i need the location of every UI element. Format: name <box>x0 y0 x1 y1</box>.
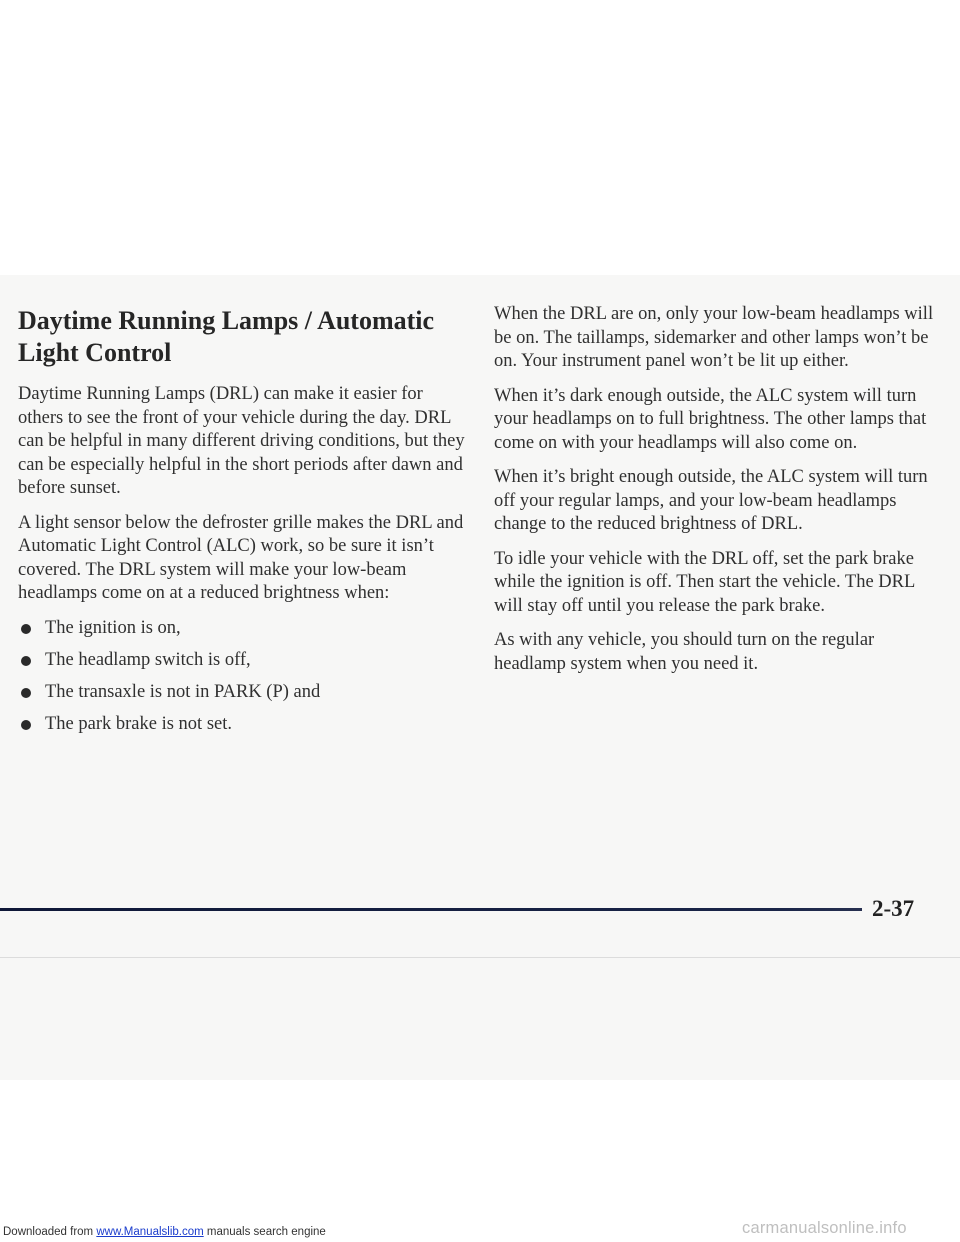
conditions-list <box>18 617 466 737</box>
manualslib-link[interactable]: www.Manualslib.com <box>96 1226 204 1238</box>
section-title <box>18 305 466 369</box>
right-column <box>494 303 942 687</box>
drl-intro-paragraph: Daytime Running Lamps (DRL) can make it easier for others to see the front of your vehicle during the day. DRL can be helpful in many different driving conditions, but they can be especially helpful in the short periods after dawn and before sunset. <box>18 384 465 498</box>
idle-vehicle-paragraph: To idle your vehicle with the DRL off, set the park brake while the ignition is off. Then start the vehicle. The DRL will stay off until you release the park brake. <box>494 548 915 616</box>
dark-outside-paragraph: When it’s dark enough outside, the ALC system will turn your headlamps on to full brightness. The other lamps that come on with your headlamps will also come on. <box>494 385 927 453</box>
footer-rule <box>0 908 862 911</box>
bullet-dot-icon <box>21 624 31 634</box>
top-blank-area <box>0 0 960 275</box>
headlamp-advice-paragraph: As with any vehicle, you should turn on the regular headlamp system when you need it. <box>494 630 875 674</box>
banner-suffix: manuals search engine <box>203 1226 326 1238</box>
list-item: The ignition is on, <box>18 617 466 641</box>
bright-outside-paragraph: When it’s bright enough outside, the ALC system will turn off your regular lamps, and your low-beam headlamps change to the reduced brightness of DRL. <box>494 467 928 534</box>
list-item: The park brake is not set. <box>18 713 466 737</box>
section-title-line2: Light Control <box>18 338 172 367</box>
list-item: The headlamp switch is off, <box>18 649 466 673</box>
banner-prefix: Downloaded from <box>3 1226 97 1238</box>
scan-divider <box>0 957 960 958</box>
light-sensor-paragraph: A light sensor below the defroster grille makes the DRL and Automatic Light Control (ALC) work, so be sure it isn’t covered. The DRL system will make your low-beam headlamps come on at a reduced brightness when: <box>18 512 464 603</box>
section-title-line1: Daytime Running Lamps / Automatic <box>18 306 435 335</box>
bullet-dot-icon <box>21 688 31 698</box>
bullet-dot-icon <box>21 656 31 666</box>
drl-on-paragraph: When the DRL are on, only your low-beam headlamps will be on. The taillamps, sidemarker and other lamps won’t be on. Your instrument panel won’t be lit up either. <box>494 304 934 371</box>
page-number: 2-37 <box>872 896 915 921</box>
list-item: The transaxle is not in PARK (P) and <box>18 681 466 705</box>
bullet-dot-icon <box>21 720 31 730</box>
left-column <box>18 305 466 745</box>
watermark-text: carmanualsonline.info <box>742 1219 907 1237</box>
download-banner <box>3 1226 326 1238</box>
